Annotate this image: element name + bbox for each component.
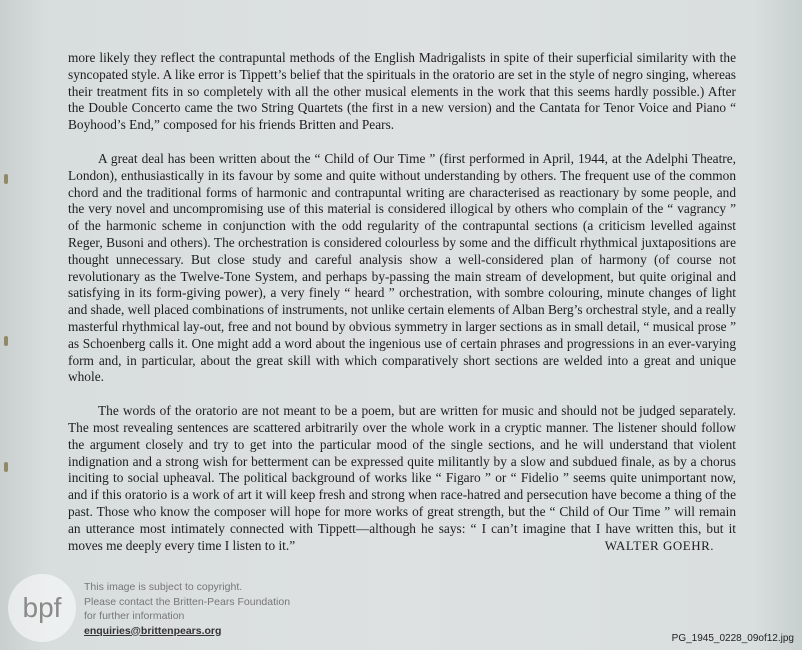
paragraph-child-of-our-time: A great deal has been written about the “ Child of Our Time ” (first performed in April, 1944, at the Adelphi Theatre, London), enthusiastically in its favour by some and quite without understanding by others. The frequent use of the common chord and the traditional forms of harmonic and contrapuntal writing are characterised as reactionary by some people, and the very novel and uncompromising use of this material is considered illogical by others who complain of the “ vagrancy ” of the harmonic scheme in conjunction with the odd regularity of the contrapuntal sections (a criticism levelled against Reger, Busoni and others). The orchestration is considered colourless by some and the difficult rhythmical juxtapositions are thought unnecessary. But close study and careful analysis show a well-considered plan of harmony (of course not revolutionary as the Twelve-Tone System, and perhaps by-passing the main stream of development, but quite original and satisfying in its form-giving power), a very finely “ heard ” orchestration, with sombre colouring, minute changes of light and shade, well placed combinations of instruments, not unlike certain elements of Alban Berg’s orchestral style, and a really masterful rhythmical lay-out, free and not bound by obvious symmetry in larger sections as in small detail, “ musical prose ” as Schoenberg calls it. One might add a word about the ingenious use of certain phrases and progressions in an ever-varying form and, in particular, about the great skill with which comparatively short sections are welded into a great and unique whole. (68, 150, 736, 385)
margin-mark (4, 336, 8, 346)
watermark-text (84, 580, 290, 638)
watermark-line-info: for further information (84, 610, 185, 622)
margin-mark (4, 462, 8, 472)
author-signature: WALTER GOEHR. (604, 537, 714, 553)
bpf-logo (8, 574, 76, 642)
watermark-email-link[interactable]: enquiries@brittenpears.org (84, 624, 222, 637)
margin-mark (4, 174, 8, 184)
copyright-watermark (8, 574, 308, 644)
paragraph-words-of-oratorio: The words of the oratorio are not meant to be a poem, but are written for music and should not be judged separately. The most revealing sentences are scattered arbitrarily over the whole work in a cryptic manner. The listener should follow the argument closely and try to get into the particular mood of the single sections, and he will understand that violent indignation and a strong wish for betterment can be expressed quite militantly by a slow and subdued finale, as by a chorus inciting to social upheaval. The political background of works like “ Figaro ” or “ Fidelio ” seems quite unimportant now, and if this oratorio is a work of art it will keep fresh and strong when race-hatred and persecution have become a thing of the past. Those who know the composer will hope for more works of great strength, but the “ Child of Our Time ” will remain an utterance most intimately connected with Tippett—although he says: “ I can’t imagine that I have written this, but it moves me deeply every time I listen to it.” (68, 403, 736, 553)
watermark-line-contact: Please contact the Britten-Pears Foundation (84, 595, 291, 608)
article-body (68, 50, 736, 554)
paragraph-continuation: more likely they reflect the contrapuntal methods of the English Madrigalists in spite of their superficial similarity with the syncopated style. A like error is Tippett’s belief that the spirituals in the oratorio are set in the style of negro singing, whereas their treatment fits in so completely with all the other musical elements in the work that this seems hardly possible.) After the Double Concerto came the two String Quartets (the first in a new version) and the Cantata for Tenor Voice and Piano “ Boyhood’s End,” composed for his friends Britten and Pears. (68, 50, 736, 133)
watermark-line-copyright: This image is subject to copyright. (84, 581, 243, 593)
bpf-logo-icon (14, 588, 70, 628)
bpf-logo-text: bpf (22, 592, 62, 623)
image-filename: PG_1945_0228_09of12.jpg (671, 633, 794, 644)
